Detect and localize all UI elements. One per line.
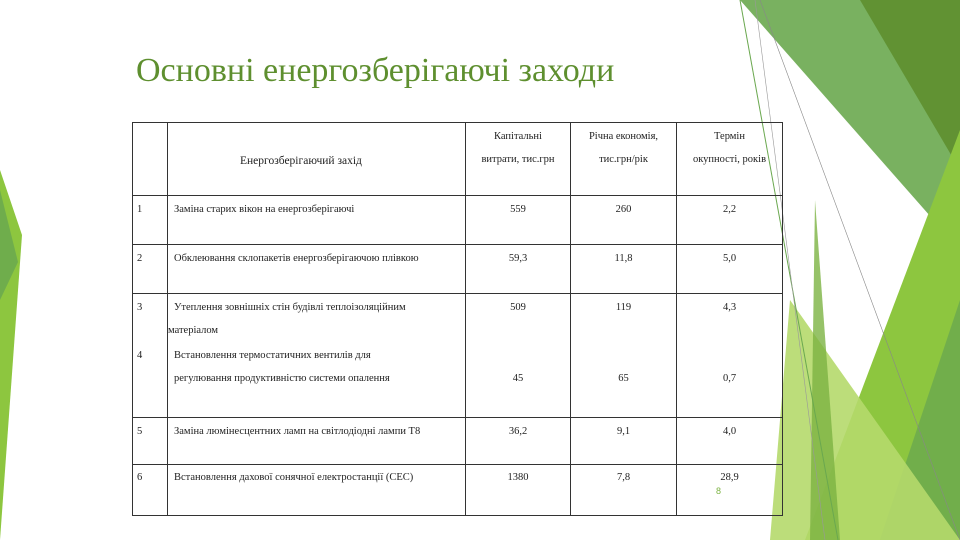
row-capital: 1380 [507, 472, 529, 483]
header-measure: Енергозберігаючий захід [240, 155, 362, 167]
row-measure-continued: регулювання продуктивністю системи опалення [174, 372, 390, 384]
row-payback: 4,0 [722, 426, 737, 437]
row-number: 4 [137, 349, 143, 361]
row-measure: Встановлення термостатичних вентилів для [174, 349, 371, 361]
row-measure: Обклеювання склопакетів енергозберігаючою плівкою [174, 253, 419, 264]
row-saving: 11,8 [614, 253, 633, 264]
row-saving: 9,1 [616, 426, 631, 437]
row-number: 1 [137, 204, 143, 215]
table-header-row [133, 123, 783, 196]
header-capital-line1: Капітальні [494, 131, 542, 142]
table-row [133, 245, 783, 294]
header-capital-line2: витрати, тис.грн [481, 154, 555, 165]
energy-measures-table [132, 122, 783, 516]
row-number: 2 [137, 253, 143, 264]
table-row [133, 196, 783, 245]
table-row [133, 294, 783, 343]
header-payback-line1: Термін [714, 131, 745, 142]
row-measure: Встановлення дахової сонячної електростанції (СЕС) [174, 472, 414, 483]
table-row [133, 343, 783, 418]
header-payback-line2: окупності, років [692, 154, 767, 165]
row-saving: 65 [618, 372, 629, 384]
table-row [133, 418, 783, 465]
row-capital: 559 [510, 204, 526, 215]
row-number: 6 [137, 472, 143, 483]
row-payback: 28,9 [720, 472, 739, 483]
row-measure: Заміна старих вікон на енергозберігаючі [174, 204, 355, 215]
row-measure: Заміна люмінесцентних ламп на світлодіодні лампи Т8 [174, 426, 421, 437]
row-payback: 2,2 [722, 204, 737, 215]
row-saving: 260 [615, 204, 632, 215]
row-measure: Утеплення зовнішніх стін будівлі теплоізоляційним [174, 302, 406, 313]
header-saving-line2: тис.грн/рік [599, 154, 648, 165]
row-number: 3 [137, 302, 143, 313]
row-capital: 59,3 [508, 253, 528, 264]
row-saving: 119 [615, 302, 632, 313]
row-payback: 4,3 [722, 302, 737, 313]
slide-title: Основні енергозберігаючі заходи [136, 52, 615, 89]
row-payback: 5,0 [722, 253, 737, 264]
row-capital: 509 [510, 302, 526, 313]
row-payback: 0,7 [722, 372, 737, 384]
row-measure-continued: матеріалом [168, 325, 219, 336]
row-capital: 45 [512, 372, 524, 384]
row-capital: 36,2 [508, 426, 528, 437]
table-row [133, 465, 783, 516]
row-saving: 7,8 [616, 472, 631, 483]
header-saving-line1: Річна економія, [588, 131, 659, 142]
slide-number: 8 [716, 486, 722, 496]
row-number: 5 [137, 426, 143, 437]
